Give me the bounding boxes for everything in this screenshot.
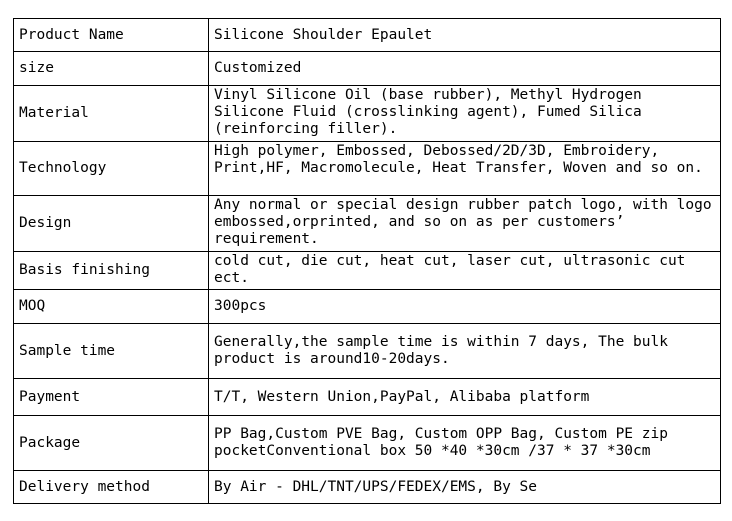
row-label-size: size — [14, 52, 209, 86]
row-label-material: Material — [14, 86, 209, 142]
row-label-payment: Payment — [14, 379, 209, 416]
table-row — [14, 416, 721, 471]
table-row — [14, 142, 721, 196]
row-label-moq: MOQ — [14, 290, 209, 324]
row-label-sample-time: Sample time — [14, 324, 209, 379]
row-value-payment: T/T, Western Union,PayPal, Alibaba platform — [209, 379, 721, 416]
row-value-product-name: Silicone Shoulder Epaulet — [209, 19, 721, 52]
table-row — [14, 52, 721, 86]
row-value-technology: High polymer, Embossed, Debossed/2D/3D, Embroidery, Print,HF, Macromolecule, Heat Transfer, Woven and so on. — [209, 142, 721, 196]
row-label-technology: Technology — [14, 142, 209, 196]
table-row — [14, 290, 721, 324]
table-row — [14, 471, 721, 504]
row-label-basis-finishing: Basis finishing — [14, 252, 209, 290]
table-row — [14, 196, 721, 252]
row-value-size: Customized — [209, 52, 721, 86]
row-label-design: Design — [14, 196, 209, 252]
table-row — [14, 19, 721, 52]
row-value-sample-time: Generally,the sample time is within 7 days, The bulk product is around10-20days. — [209, 324, 721, 379]
row-value-delivery-method: By Air - DHL/TNT/UPS/FEDEX/EMS, By Se — [209, 471, 721, 504]
table-row — [14, 86, 721, 142]
spec-table — [13, 18, 721, 504]
table-row — [14, 324, 721, 379]
row-label-delivery-method: Delivery method — [14, 471, 209, 504]
row-label-product-name: Product Name — [14, 19, 209, 52]
row-value-material: Vinyl Silicone Oil (base rubber), Methyl Hydrogen Silicone Fluid (crosslinking agent), Fumed Silica (reinforcing filler). — [209, 86, 721, 142]
row-value-basis-finishing: cold cut, die cut, heat cut, laser cut, ultrasonic cut ect. — [209, 252, 721, 290]
row-value-moq: 300pcs — [209, 290, 721, 324]
row-value-package: PP Bag,Custom PVE Bag, Custom OPP Bag, Custom PE zip pocketConventional box 50 *40 *30cm /37 * 37 *30cm — [209, 416, 721, 471]
row-value-design: Any normal or special design rubber patch logo, with logo embossed,orprinted, and so on as per customers’ requirement. — [209, 196, 721, 252]
table-row — [14, 379, 721, 416]
row-label-package: Package — [14, 416, 209, 471]
table-row — [14, 252, 721, 290]
